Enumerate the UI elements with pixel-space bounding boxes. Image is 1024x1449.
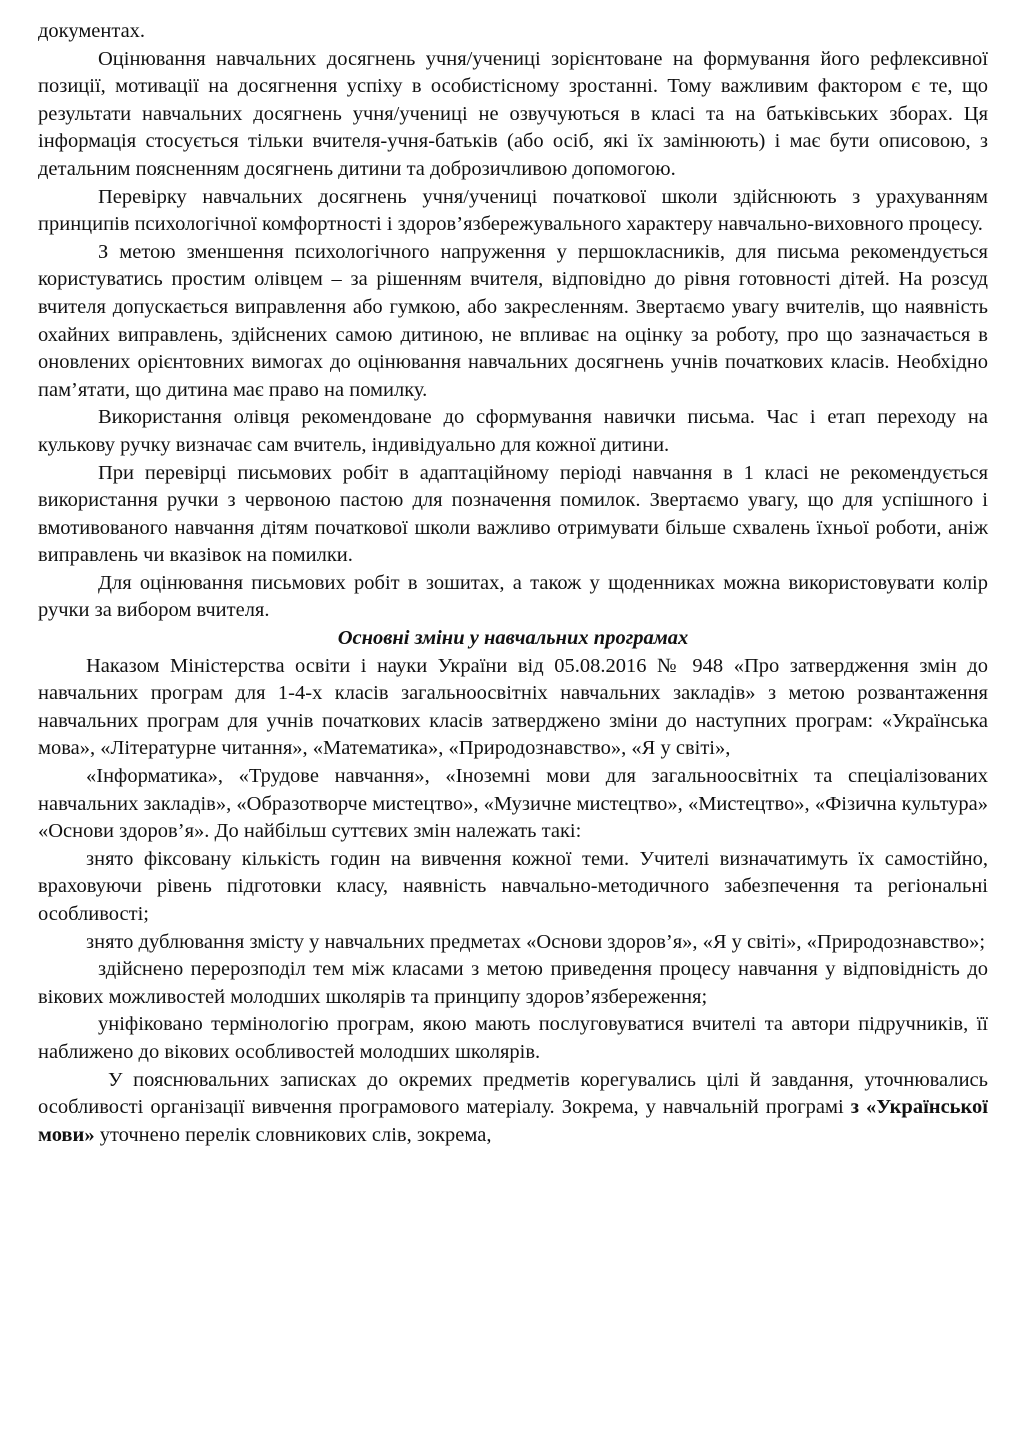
paragraph-program-list: «Інформатика», «Трудове навчання», «Іноземні мови для загальноосвітніх та спеціалізованих навчальних закладів», «Образотворче мистецтво», «Музичне мистецтво», «Мистецтво», «Фізична культура» «Основи здоров’я». До найбільш суттєвих змін належать такі:	[38, 765, 988, 843]
paragraph-pen-color: Для оцінювання письмових робіт в зошитах, а також у щоденниках можна використовувати колір ручки за вибором вчителя.	[38, 571, 988, 622]
paragraph-pencil-use: Використання олівця рекомендоване до сформування навички письма. Час і етап переходу на кулькову ручку визначає сам вчитель, індивідуально для кожної дитини.	[38, 406, 988, 456]
paragraph-ministry-order: Наказом Міністерства освіти і науки України від 05.08.2016 № 948 «Про затвердження змін до навчальних програм для 1-4-х класів загальноосвітніх навчальних закладів» з метою розвантаження навчальних програм для учнів початкових класів затверджено зміни до наступних програм: «Українська мова», «Літературне читання», «Математика», «Природознавство», «Я у світі»,	[38, 654, 988, 760]
list-item-duplication-removed: знято дублювання змісту у навчальних предметах «Основи здоров’я», «Я у світі», «Природознавство»;	[86, 930, 986, 953]
section-heading: Основні зміни у навчальних програмах	[337, 627, 689, 650]
bold-subject-ukrainian: з «Української мови»	[38, 1096, 988, 1146]
list-item-topics-redistributed: здійснено перерозподіл тем між класами з метою приведення процесу навчання у відповідність до вікових можливостей молодших школярів та принципу здоров’язбереження;	[38, 958, 988, 1008]
paragraph-text: У пояснювальних записках до окремих предметів корегувались цілі й завдання, уточнювались особливості організації вивчення програмового матеріалу. Зокрема, у навчальній програмі	[38, 1068, 988, 1119]
paragraph-explanatory-notes	[38, 1067, 988, 1150]
list-item-hours-removed: знято фіксовану кількість годин на вивчення кожної теми. Учителі визначатимуть їх самостійно, враховуючи рівень підготовки класу, наявність навчально-методичного забезпечення та регіональні особливості;	[38, 847, 988, 925]
paragraph-continuation: документах.	[38, 20, 146, 42]
paragraph-pencil-recommendation: З метою зменшення психологічного напруження у першокласників, для письма рекомендується користуватись простим олівцем – за рішенням вчителя, відповідно до рівня готовності дітей. На розсуд вчителя допускається виправлення або гумкою, або закресленням. Звертаємо увагу вчителів, що наявність охайних виправлень, здійснених самою дитиною, не впливає на оцінку за роботу, про що зазначається в оновлених орієнтовних вимогах до оцінювання навчальних досягнень учнів початкових класів. Необхідно пам’ятати, що дитина має право на помилку.	[38, 240, 988, 401]
paragraph-assessment-psychological-comfort: Перевірку навчальних досягнень учня/учениці початкової школи здійснюють з урахуванням принципів психологічної комфортності і здоров’язбережувального характеру навчально-виховного процесу.	[38, 185, 988, 236]
paragraph-red-pen: При перевірці письмових робіт в адаптаційному періоді навчання в 1 класі не рекомендується використання ручки з червоною пастою для позначення помилок. Звертаємо увагу, що для успішного і вмотивованого навчання дітям початкової школи важливо отримувати більше схвалень їхньої роботи, аніж виправлень чи вказівок на помилки.	[38, 461, 988, 567]
list-item-terminology-unified: уніфіковано термінологію програм, якою мають послуговуватися вчителі та автори підручників, її наближено до вікових особливостей молодших школярів.	[38, 1013, 988, 1063]
paragraph-text-tail: уточнено перелік словникових слів, зокрема,	[94, 1123, 492, 1146]
paragraph-assessment-reflexive-position: Оцінювання навчальних досягнень учня/учениці зорієнтоване на формування його рефлексивної позиції, мотивації на досягнення успіху в особистісному зростанні. Тому важливим фактором є те, що результати навчальних досягнень учня/учениці не озвучуються в класі та на батьківських зборах. Ця інформація стосується тільки вчителя-учня-батьків (або осіб, які їх замінюють) і має бути описовою, з детальним поясненням досягнень дитини та доброзичливою допомогою.	[38, 47, 988, 180]
